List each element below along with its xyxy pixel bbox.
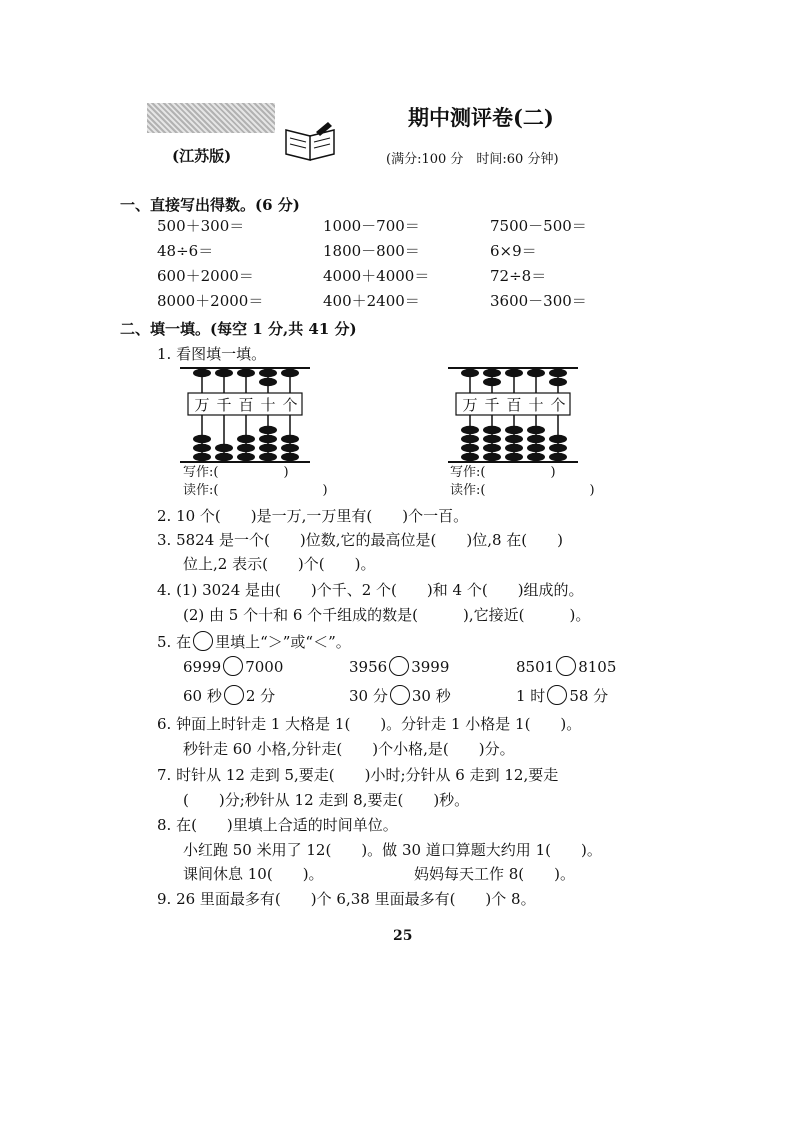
compare-item: 1 时 58 分 xyxy=(516,687,609,705)
calc-item: 1000－700＝ xyxy=(323,217,420,235)
abacus-place-label: 万 xyxy=(462,396,478,414)
abacus-bead xyxy=(505,426,523,434)
abacus-bead xyxy=(237,453,255,461)
compare-circle-icon xyxy=(390,685,410,705)
q5-text xyxy=(157,631,351,652)
abacus-bead xyxy=(505,453,523,461)
page-number: 25 xyxy=(393,928,413,944)
compare-circle-icon xyxy=(224,685,244,705)
abacus-bead xyxy=(237,444,255,452)
abacus-right xyxy=(448,362,578,464)
abacus-bead xyxy=(193,435,211,443)
section2-heading: 二、填一填。(每空 1 分,共 41 分) xyxy=(120,320,357,338)
abacus-bead xyxy=(215,369,233,377)
q7-line2: ( )分;秒针从 12 走到 8,要走( )秒。 xyxy=(183,791,470,809)
abacus-bead xyxy=(549,435,567,443)
q1-right-write: 写作:( ) xyxy=(450,465,556,480)
compare-item: 60 秒 2 分 xyxy=(183,687,276,705)
q1-text: 1. 看图填一填。 xyxy=(157,345,267,363)
abacus-place-label: 个 xyxy=(282,396,298,414)
abacus-bead xyxy=(549,453,567,461)
abacus-bead xyxy=(259,435,277,443)
abacus-bead xyxy=(505,369,523,377)
abacus-bead xyxy=(483,369,501,377)
abacus-place-label: 十 xyxy=(260,396,276,414)
abacus-bead xyxy=(483,444,501,452)
abacus-bead xyxy=(549,444,567,452)
abacus-bead xyxy=(259,426,277,434)
abacus-bead xyxy=(527,453,545,461)
abacus-bead xyxy=(483,426,501,434)
abacus-bead xyxy=(527,426,545,434)
abacus-left xyxy=(180,362,310,464)
calc-item: 600＋2000＝ xyxy=(157,267,254,285)
abacus-bead xyxy=(281,453,299,461)
q5-suffix: 里填上“＞”或“＜”。 xyxy=(215,633,351,651)
abacus-bead xyxy=(215,444,233,452)
compare-circle-icon xyxy=(556,656,576,676)
compare-circle-icon xyxy=(389,656,409,676)
q1-left-read: 读作:( ) xyxy=(183,483,328,498)
abacus-bead xyxy=(505,435,523,443)
q9-text: 9. 26 里面最多有( )个 6,38 里面最多有( )个 8。 xyxy=(157,890,536,908)
abacus-bead xyxy=(259,444,277,452)
q3-line1: 3. 5824 是一个( )位数,它的最高位是( )位,8 在( ) xyxy=(157,531,563,549)
abacus-bead xyxy=(259,453,277,461)
abacus-bead xyxy=(193,444,211,452)
section1-heading: 一、直接写出得数。(6 分) xyxy=(120,196,300,214)
edition-label: (江苏版) xyxy=(172,147,232,165)
abacus-place-label: 千 xyxy=(216,396,232,414)
q8-line2: 小红跑 50 米用了 12( )。做 30 道口算题大约用 1( )。 xyxy=(183,841,602,859)
compare-item: 6999 7000 xyxy=(183,658,284,676)
calc-item: 48÷6＝ xyxy=(157,242,214,260)
calc-item: 400＋2400＝ xyxy=(323,292,420,310)
abacus-bead xyxy=(237,369,255,377)
calc-item: 8000＋2000＝ xyxy=(157,292,264,310)
abacus-bead xyxy=(483,435,501,443)
q2-text: 2. 10 个( )是一万,一万里有( )个一百。 xyxy=(157,507,469,525)
q4-line1: 4. (1) 3024 是由( )个千、2 个( )和 4 个( )组成的。 xyxy=(157,581,584,599)
header-decoration xyxy=(147,103,275,133)
compare-item: 8501 8105 xyxy=(516,658,617,676)
page-title: 期中测评卷(二) xyxy=(408,105,554,130)
calc-item: 7500－500＝ xyxy=(490,217,587,235)
q1-left-write: 写作:( ) xyxy=(183,465,289,480)
calc-item: 4000＋4000＝ xyxy=(323,267,430,285)
calc-item: 72÷8＝ xyxy=(490,267,547,285)
abacus-place-label: 百 xyxy=(238,396,254,414)
abacus-bead xyxy=(259,378,277,386)
abacus-bead xyxy=(527,435,545,443)
abacus-place-label: 十 xyxy=(528,396,544,414)
abacus-bead xyxy=(193,369,211,377)
calc-item: 1800－800＝ xyxy=(323,242,420,260)
abacus-bead xyxy=(483,378,501,386)
compare-circle-icon xyxy=(193,631,213,651)
abacus-place-label: 百 xyxy=(506,396,522,414)
abacus-bead xyxy=(483,453,501,461)
abacus-bead xyxy=(461,444,479,452)
compare-item: 30 分 30 秒 xyxy=(349,687,451,705)
q8-line3b: 妈妈每天工作 8( )。 xyxy=(414,865,576,883)
calc-item: 6×9＝ xyxy=(490,242,537,260)
calc-item: 500＋300＝ xyxy=(157,217,245,235)
abacus-place-label: 万 xyxy=(194,396,210,414)
q6-line2: 秒针走 60 小格,分针走( )个小格,是( )分。 xyxy=(183,740,515,758)
q8-line1: 8. 在( )里填上合适的时间单位。 xyxy=(157,816,398,834)
abacus-bead xyxy=(527,444,545,452)
compare-item: 3956 3999 xyxy=(349,658,450,676)
q6-line1: 6. 钟面上时针走 1 大格是 1( )。分针走 1 小格是 1( )。 xyxy=(157,715,582,733)
compare-circle-icon xyxy=(223,656,243,676)
abacus-bead xyxy=(237,435,255,443)
abacus-bead xyxy=(549,369,567,377)
abacus-bead xyxy=(215,453,233,461)
q1-right-read: 读作:( ) xyxy=(450,483,595,498)
abacus-bead xyxy=(461,453,479,461)
exam-info: (满分:100 分 时间:60 分钟) xyxy=(386,152,559,167)
abacus-bead xyxy=(527,369,545,377)
abacus-bead xyxy=(461,435,479,443)
abacus-bead xyxy=(193,453,211,461)
abacus-bead xyxy=(259,369,277,377)
abacus-bead xyxy=(505,444,523,452)
abacus-place-label: 千 xyxy=(484,396,500,414)
abacus-bead xyxy=(281,444,299,452)
compare-circle-icon xyxy=(547,685,567,705)
book-pencil-icon xyxy=(282,120,342,162)
abacus-bead xyxy=(461,426,479,434)
abacus-bead xyxy=(281,369,299,377)
q7-line1: 7. 时针从 12 走到 5,要走( )小时;分针从 6 走到 12,要走 xyxy=(157,766,559,784)
q4-line2: (2) 由 5 个十和 6 个千组成的数是( ),它接近( )。 xyxy=(183,606,591,624)
abacus-bead xyxy=(461,369,479,377)
q8-line3a: 课间休息 10( )。 xyxy=(183,865,324,883)
abacus-bead xyxy=(281,435,299,443)
q3-line2: 位上,2 表示( )个( )。 xyxy=(183,555,376,573)
q5-prefix: 5. 在 xyxy=(157,633,192,651)
abacus-bead xyxy=(549,378,567,386)
calc-item: 3600－300＝ xyxy=(490,292,587,310)
abacus-place-label: 个 xyxy=(550,396,566,414)
